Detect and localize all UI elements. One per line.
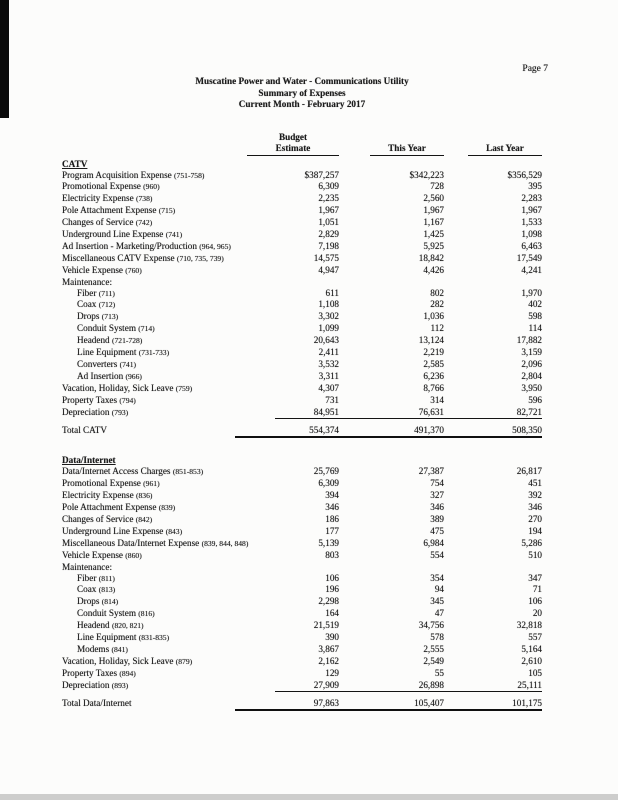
account-number: (760): [125, 265, 142, 275]
account-number: (839, 844, 848): [201, 538, 249, 548]
row-label: Ad Insertion (966): [77, 370, 142, 381]
cell-n2: 728: [430, 181, 444, 192]
table-row: [62, 371, 542, 383]
account-number: (961): [143, 479, 160, 489]
cell-n1: 196: [325, 584, 339, 595]
cell-n1: 21,519: [313, 620, 339, 631]
account-number: (841): [111, 644, 128, 654]
table-row: [62, 359, 542, 371]
cell-n3: [444, 562, 542, 573]
section-heading-row: [62, 159, 542, 170]
row-label: Depreciation (893): [62, 679, 129, 690]
cell-n2: 282: [430, 299, 444, 310]
account-number: (836): [135, 491, 153, 501]
row-label: Changes of Service (842): [62, 513, 153, 524]
cell-n3: 26,817: [516, 466, 542, 477]
table-row: [62, 632, 542, 644]
account-number: (759): [175, 383, 193, 393]
row-label: Maintenance:: [62, 561, 112, 572]
account-number: (839): [158, 503, 176, 513]
cell-n3: [444, 277, 542, 288]
cell-n2: 4,426: [423, 264, 444, 275]
cell-n2: 5,925: [423, 240, 444, 251]
report-title: Muscatine Power and Water - Communications Utility: [195, 76, 409, 86]
row-label: Vehicle Expense (760): [62, 264, 142, 275]
cell-n2: 554: [430, 549, 444, 560]
cell-n1: 1,108: [318, 299, 339, 310]
table-body: [62, 159, 542, 712]
cell-n3: 25,111: [444, 680, 542, 692]
cell-n2: [339, 277, 444, 288]
cell-n2: 1,425: [423, 229, 444, 240]
row-label: Line Equipment (731-733): [77, 347, 170, 358]
report-subtitle: Summary of Expenses: [258, 87, 346, 98]
cell-n1: 554,374: [235, 425, 339, 439]
table-row: [62, 253, 542, 265]
row-label: Coax (712): [77, 299, 116, 310]
cell-n2: $342,223: [409, 169, 444, 180]
cell-n3: 598: [528, 311, 542, 322]
table-row: [62, 241, 542, 253]
cell-n3: 20: [532, 608, 542, 619]
cell-n1: 394: [325, 490, 339, 501]
account-number: (710, 735, 739): [176, 253, 224, 263]
row-label: Property Taxes (894): [62, 667, 136, 678]
account-number: (751-758): [174, 170, 205, 180]
table-row: [62, 288, 542, 300]
total-label: Total CATV: [62, 424, 108, 435]
row-label: Conduit System (714): [77, 323, 155, 334]
row-label: Electricity Expense (836): [62, 490, 153, 501]
table-row: [62, 395, 542, 407]
cell-n2: 94: [434, 584, 444, 595]
cell-n2: 754: [430, 478, 444, 489]
row-label: Vehicle Expense (860): [62, 549, 142, 560]
cell-n1: 97,863: [235, 698, 339, 712]
cell-n1: 3,532: [318, 359, 339, 369]
account-number: (711): [98, 288, 115, 298]
cell-n3: 557: [528, 632, 542, 643]
row-label: Pole Attachment Expense (715): [62, 205, 176, 216]
cell-n1: 27,909: [275, 680, 339, 692]
cell-n2: 1,036: [423, 311, 444, 322]
row-label: Underground Line Expense (843): [62, 525, 183, 536]
table-row: [62, 502, 542, 514]
table-row: [62, 170, 542, 182]
row-label: Headend (820, 821): [77, 620, 144, 631]
cell-n1: 2,298: [318, 596, 339, 607]
cell-n2: 6,236: [423, 370, 444, 381]
table-row: [62, 562, 542, 573]
cell-n3: 5,164: [521, 643, 542, 654]
cell-n3: 346: [528, 502, 542, 513]
column-headers: [62, 132, 542, 156]
table-row: [62, 698, 542, 712]
table-row: [62, 644, 542, 656]
cell-n1: 6,309: [318, 478, 339, 489]
cell-n1: 2,235: [318, 193, 339, 204]
cell-n1: 106: [325, 572, 339, 583]
row-label: Promotional Expense (960): [62, 181, 160, 192]
column-header-this-year: [339, 143, 444, 156]
row-label: Line Equipment (831-835): [77, 632, 170, 643]
cell-n2: 2,585: [423, 359, 444, 369]
cell-n3: 5,286: [521, 537, 542, 548]
account-number: (714): [138, 324, 155, 334]
row-label: Electricity Expense (738): [62, 193, 153, 204]
cell-n3: 395: [528, 181, 542, 192]
cell-n1: 346: [325, 502, 339, 513]
table-row: [62, 680, 542, 692]
row-label: Program Acquisition Expense (751-758): [62, 169, 205, 180]
cell-n2: 389: [430, 513, 444, 524]
cell-n1: 2,829: [318, 229, 339, 240]
cell-n3: 194: [528, 525, 542, 536]
cell-n2: 491,370: [339, 425, 444, 439]
cell-n3: 347: [528, 572, 542, 583]
cell-n2: [339, 562, 444, 573]
cell-n3: 2,804: [521, 370, 542, 381]
account-number: (813): [98, 585, 116, 595]
cell-n1: 1,967: [318, 205, 339, 216]
account-number: (893): [111, 680, 129, 690]
cell-n1: 3,867: [318, 643, 339, 654]
cell-n1: 2,162: [318, 655, 339, 666]
cell-n3: 17,882: [516, 335, 542, 346]
cell-n3: 402: [528, 299, 542, 310]
cell-n1: [275, 277, 339, 288]
cell-n3: 508,350: [444, 425, 542, 439]
account-number: (741): [165, 230, 183, 240]
cell-n2: 27,387: [418, 466, 444, 477]
cell-n3: 106: [528, 596, 542, 607]
cell-n1: 390: [325, 632, 339, 643]
row-label: Property Taxes (794): [62, 394, 136, 405]
cell-n2: 475: [430, 525, 444, 536]
cell-n2: 2,560: [423, 193, 444, 204]
account-number: (715): [158, 206, 176, 216]
table-row: [62, 335, 542, 347]
cell-n2: 346: [430, 502, 444, 513]
column-header-last-year: [444, 143, 542, 156]
row-label: Conduit System (816): [77, 608, 155, 619]
row-label: Promotional Expense (961): [62, 478, 160, 489]
table-row: [62, 656, 542, 668]
table-row: [62, 550, 542, 562]
cell-n1: 20,643: [313, 335, 339, 346]
table-row: [62, 323, 542, 335]
report-page: [62, 76, 542, 711]
cell-n3: 32,818: [516, 620, 542, 631]
table-row: [62, 514, 542, 526]
table-row: [62, 311, 542, 323]
account-number: (811): [98, 573, 115, 583]
cell-n3: 105: [528, 667, 542, 678]
table-row: [62, 277, 542, 288]
section-heading: CATV: [62, 158, 88, 169]
row-label: Changes of Service (742): [62, 217, 153, 228]
cell-n3: 17,549: [516, 252, 542, 263]
table-row: [62, 538, 542, 550]
cell-n1: 2,411: [318, 347, 339, 358]
cell-n1: 4,947: [318, 264, 339, 275]
cell-n1: 129: [325, 667, 339, 678]
cell-n2: 2,555: [423, 643, 444, 654]
account-number: (738): [135, 194, 153, 204]
column-header-last-year-label: Last Year: [468, 143, 542, 156]
account-number: (843): [165, 526, 183, 536]
cell-n1: [275, 562, 339, 573]
column-header-budget-line2: Estimate: [247, 143, 339, 156]
row-label: Data/Internet Access Charges (851-853): [62, 466, 204, 477]
page-number: Page 7: [522, 64, 548, 74]
table-row: [62, 620, 542, 632]
row-label: Headend (721-728): [77, 335, 143, 346]
scan-artifact-bottom-bar: [0, 794, 618, 800]
cell-n1: 731: [325, 394, 339, 405]
account-number: (964, 965): [199, 241, 231, 251]
row-label: Drops (713): [77, 311, 119, 322]
account-number: (960): [143, 182, 160, 192]
table-row: [62, 217, 542, 229]
account-number: (879): [175, 656, 193, 666]
cell-n3: 3,950: [521, 382, 542, 393]
row-label: Depreciation (793): [62, 406, 129, 417]
account-number: (894): [119, 668, 136, 678]
cell-n1: 1,051: [318, 217, 339, 228]
section-heading: Data/Internet: [62, 455, 116, 466]
table-row: [62, 347, 542, 359]
cell-n2: 112: [430, 323, 444, 334]
cell-n3: 2,096: [521, 359, 542, 369]
total-label: Total Data/Internet: [62, 697, 132, 708]
column-header-this-year-label: This Year: [370, 143, 444, 156]
row-label: Vacation, Holiday, Sick Leave (759): [62, 382, 193, 393]
cell-n2: 2,219: [423, 347, 444, 358]
cell-n3: 2,283: [521, 193, 542, 204]
cell-n1: 611: [325, 287, 339, 298]
cell-n2: 26,898: [339, 680, 444, 692]
cell-n3: 2,610: [521, 655, 542, 666]
account-number: (712): [98, 300, 116, 310]
row-label: Drops (814): [77, 596, 119, 607]
account-number: (741): [119, 360, 137, 369]
table-row: [62, 193, 542, 205]
cell-n2: 1,967: [423, 205, 444, 216]
cell-n1: 5,139: [318, 537, 339, 548]
cell-n2: 55: [434, 667, 444, 678]
cell-n2: 314: [430, 394, 444, 405]
cell-n1: 7,198: [318, 240, 339, 251]
table-row: [62, 181, 542, 193]
cell-n1: 1,099: [318, 323, 339, 334]
cell-n3: 392: [528, 490, 542, 501]
table-row: [62, 425, 542, 439]
account-number: (814): [101, 597, 119, 607]
cell-n3: 3,159: [521, 347, 542, 358]
report-title-block: [62, 76, 542, 111]
cell-n1: 186: [325, 513, 339, 524]
cell-n3: 101,175: [444, 698, 542, 712]
cell-n2: 354: [430, 572, 444, 583]
cell-n3: 1,970: [521, 287, 542, 298]
table-row: [62, 383, 542, 395]
row-label: Modems (841): [77, 643, 128, 654]
row-label: Coax (813): [77, 584, 116, 595]
table-row: [62, 466, 542, 478]
cell-n3: 596: [528, 394, 542, 405]
cell-n1: 3,302: [318, 311, 339, 322]
account-number: (713): [101, 312, 119, 322]
table-row: [62, 584, 542, 596]
cell-n2: 327: [430, 490, 444, 501]
account-number: (851-853): [172, 467, 204, 477]
table-row: [62, 608, 542, 620]
column-header-budget-line1: Budget: [278, 131, 308, 142]
account-number: (731-733): [138, 348, 170, 358]
cell-n2: 76,631: [339, 407, 444, 419]
scan-artifact-left-bar: [0, 0, 9, 118]
row-label: Fiber (811): [77, 572, 115, 583]
cell-n3: 1,967: [521, 205, 542, 216]
row-label: Vacation, Holiday, Sick Leave (879): [62, 655, 193, 666]
table-row: [62, 573, 542, 585]
cell-n2: 47: [434, 608, 444, 619]
column-header-budget-estimate: [235, 132, 339, 156]
cell-n1: 14,575: [313, 252, 339, 263]
cell-n3: 1,533: [521, 217, 542, 228]
spacer: [62, 438, 542, 455]
cell-n2: 34,756: [418, 620, 444, 631]
cell-n1: 3,311: [318, 370, 339, 381]
cell-n2: 6,984: [423, 537, 444, 548]
row-label: Miscellaneous Data/Internet Expense (839, 844, 848): [62, 537, 249, 548]
account-number: (842): [135, 514, 153, 524]
cell-n3: 510: [528, 549, 542, 560]
table-row: [62, 478, 542, 490]
cell-n3: $356,529: [507, 169, 542, 180]
cell-n1: 4,307: [318, 382, 339, 393]
cell-n3: 451: [528, 478, 542, 489]
account-number: (794): [119, 395, 136, 405]
cell-n3: 114: [528, 323, 542, 334]
table-row: [62, 299, 542, 311]
cell-n1: 25,769: [313, 466, 339, 477]
cell-n3: 82,721: [444, 407, 542, 419]
account-number: (793): [111, 407, 129, 417]
cell-n1: 84,951: [275, 407, 339, 419]
row-label: Converters (741): [77, 359, 137, 369]
account-number: (860): [125, 550, 142, 560]
cell-n1: 164: [325, 608, 339, 619]
table-row: [62, 265, 542, 277]
account-number: (742): [135, 218, 153, 228]
table-row: [62, 668, 542, 680]
cell-n3: 1,098: [521, 229, 542, 240]
account-number: (966): [125, 371, 142, 381]
cell-n2: 13,124: [418, 335, 444, 346]
row-label: Pole Attachment Expense (839): [62, 502, 176, 513]
section-heading-row: [62, 455, 542, 466]
cell-n1: 177: [325, 525, 339, 536]
cell-n2: 2,549: [423, 655, 444, 666]
table-row: [62, 229, 542, 241]
cell-n2: 1,167: [423, 217, 444, 228]
account-number: (721-728): [111, 336, 143, 346]
row-label: Fiber (711): [77, 287, 115, 298]
account-number: (820, 821): [111, 621, 144, 631]
cell-n2: 345: [430, 596, 444, 607]
cell-n2: 105,407: [339, 698, 444, 712]
account-number: (831-835): [138, 633, 170, 643]
row-label: Ad Insertion - Marketing/Production (964, 965): [62, 240, 231, 251]
table-row: [62, 526, 542, 538]
cell-n2: 578: [430, 632, 444, 643]
cell-n2: 802: [430, 287, 444, 298]
row-label: Underground Line Expense (741): [62, 229, 183, 240]
cell-n1: 6,309: [318, 181, 339, 192]
row-label: Maintenance:: [62, 276, 112, 287]
account-number: (816): [138, 609, 155, 619]
cell-n1: 803: [325, 549, 339, 560]
cell-n2: 8,766: [423, 382, 444, 393]
cell-n3: 270: [528, 513, 542, 524]
table-row: [62, 407, 542, 419]
cell-n1: $387,257: [304, 169, 339, 180]
report-period: Current Month - February 2017: [238, 99, 366, 110]
cell-n3: 4,241: [521, 264, 542, 275]
cell-n3: 71: [532, 584, 542, 595]
row-label: Miscellaneous CATV Expense (710, 735, 739): [62, 252, 224, 263]
table-row: [62, 596, 542, 608]
cell-n2: 18,842: [418, 252, 444, 263]
table-row: [62, 205, 542, 217]
table-row: [62, 490, 542, 502]
cell-n3: 6,463: [521, 240, 542, 251]
